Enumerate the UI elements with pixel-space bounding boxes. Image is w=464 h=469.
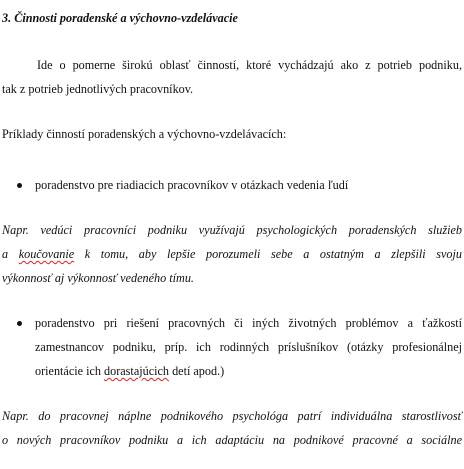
example-2-line-2: o nových pracovníkov podniku a ich adaptáciu na podnikové pracovné a sociálne (2, 433, 462, 447)
example-1-line-1: Napr. vedúci pracovníci podniku využívajú psychologických poradenských služieb (2, 223, 462, 237)
section-heading: 3. Činnosti poradenské a výchovno-vzdelávacie (2, 11, 238, 25)
bullet-2-line-2: zamestnancov podniku, príp. ich rodinných príslušníkov (otázky profesionálnej (35, 340, 462, 354)
bullet-2-line-1: poradenstvo pri riešení pracovných či iných životných problémov a ťažkostí (35, 316, 462, 330)
spelling-flag-dorastajucich: dorastajúcich (104, 364, 170, 378)
examples-label: Príklady činností poradenských a výchovno-vzdelávacích: (2, 127, 287, 141)
spelling-flag-koucovanie: koučovanie (18, 247, 75, 261)
example-1-line-2-start: a (2, 247, 19, 261)
bullet-2-line-3 (35, 364, 224, 378)
bullet-2-line-3-start: orientácie ich (35, 364, 105, 378)
bullet-1-marker (17, 183, 22, 188)
example-1-line-2-rest: k tomu, aby lepšie porozumeli sebe a ostatným a zlepšili svoju (74, 247, 463, 261)
intro-line-2: tak z potrieb jednotlivých pracovníkov. (2, 82, 194, 96)
intro-line-1: Ide o pomerne širokú oblasť činností, ktoré vychádzajú ako z potrieb podniku, (37, 58, 462, 72)
example-2-line-1: Napr. do pracovnej náplne podnikového psychológa patrí individuálna starostlivosť (2, 409, 462, 423)
bullet-2-marker (17, 321, 22, 326)
example-1-line-2 (2, 247, 462, 261)
bullet-2-line-3-rest: detí apod.) (169, 364, 225, 378)
bullet-1-text: poradenstvo pre riadiacich pracovníkov v otázkach vedenia ľudí (35, 178, 349, 192)
example-1-line-3: výkonnosť aj výkonnosť vedeného tímu. (2, 271, 194, 285)
